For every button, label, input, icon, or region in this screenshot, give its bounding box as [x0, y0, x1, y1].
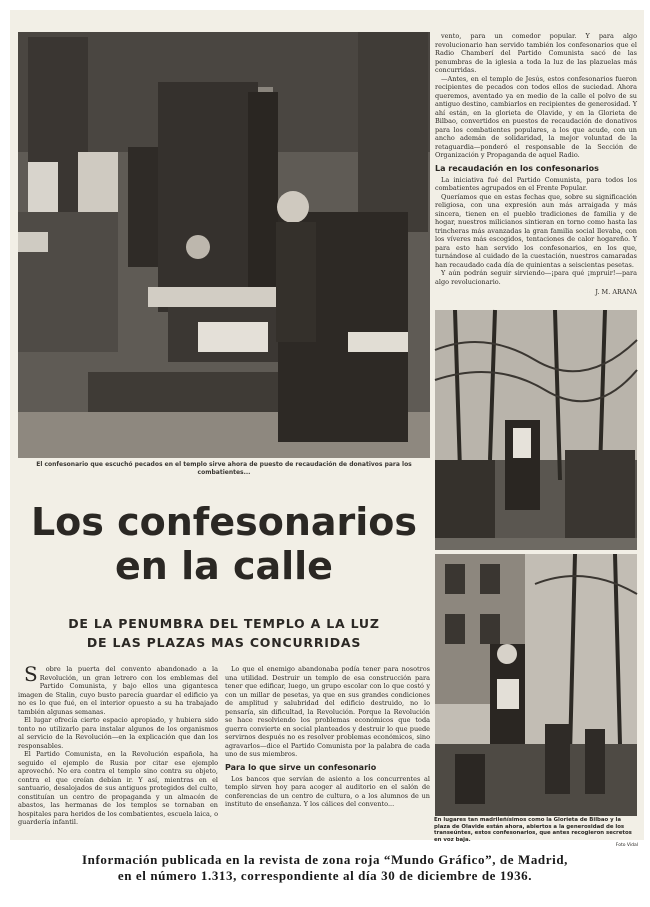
- column2-subtitle: Para lo que sirve un confesonario: [225, 762, 377, 772]
- article-column-2: [225, 665, 430, 825]
- headline-line-2: en la calle: [115, 544, 333, 588]
- column3-paragraph: —Antes, en el templo de Jesús, estos confesonarios fueron recipientes de pecados con todos ellos de suciedad. Ahora queremos, aventado ya en medio de la calle el polvo de su antiguo destino, cambiarlos en recipientes de generosidad. Y ahí están, en la glorieta de Olavide, y en la Glorieta de Bilbao, convertidos en puestos de recaudación de donativos para los combatientes populares, a los que acude, con un ancho ademán de solidaridad, la mejor voluntad de la retaguardia—ponderó el responsable de la Sección de Organización y Propaganda de aquel Radio.: [435, 74, 637, 159]
- subheadline: [18, 614, 430, 652]
- author-signature: J. M. ARANA: [595, 288, 637, 296]
- drop-cap: S: [24, 662, 38, 686]
- article-column-1: [18, 662, 218, 826]
- headline: [18, 500, 430, 588]
- footer-caption: [0, 852, 650, 883]
- column2-paragraph: Los bancos que servían de asiento a los concurrentes al templo sirven hoy para acoger al auditorio en el salón de conferencias de un centro de cultura, o a los alumnos de un instituto de enseñanza. Y los cálices del convento...: [225, 774, 430, 808]
- column2-paragraph: Lo que el enemigo abandonaba podía tener para nosotros una utilidad. Destruir un templo de esa construcción para tener que edificar, luego, un grupo escolar con lo que costó y con un millar de pesetas, ya que en sus grandes condiciones de amplitud y salubridad del edificio destruido, no lo pensaría, sin dificultad, la Revolución. Porque la Revolución se hace resolviendo los problemas económicos que toda guerra convierte en social planteados y destruir lo que puede servirnos después no es resolver problemas económicos, sino agravarlos—dice el Partido Comunista por la palabra de cada uno de sus miembros.: [225, 665, 430, 758]
- subheadline-line-1: DE LA PENUMBRA DEL TEMPLO A LA LUZ: [68, 616, 380, 631]
- right-photos-caption: [434, 817, 638, 850]
- column3-paragraph: Queríamos que en estas fechas que, sobre su significación religiosa, con una expresión aun más arraigada y más sincera, tienen en el pueblo tradiciones de familia y de hogar, nuestros milicianos sintieran en torno como hasta las trincheras más avanzadas la gran familia social llevaba, con los víveres más escogidos, tentaciones de calor hogareño. Y para esto han servido los confesonarios, en los que, turnándose al cuidado de la cuestación, nuestros camaradas han recaudado cada día de quinientas a seiscientas pesetas.: [435, 192, 637, 269]
- magazine-page: [10, 10, 644, 849]
- subheadline-line-2: DE LAS PLAZAS MAS CONCURRIDAS: [86, 635, 362, 650]
- footer-line-2: en el número 1.313, correspondiente al día 30 de diciembre de 1936.: [117, 867, 533, 883]
- main-photo-confessional: [18, 32, 430, 458]
- headline-line-1: Los confesonarios: [30, 500, 418, 544]
- photo-credit: Foto Vidal: [615, 843, 638, 849]
- column1-paragraph: El Partido Comunista, en la Revolución española, ha seguido el ejemplo de Rusia por citar ese ejemplo aprovechó. No era contra el templo sino contra su objeto, contra el que creían debían ir. Y así, mientras en el santuario, desalojados de sus antiguos protegidos del culto, constituían un centro de propaganda y un almacén de abastos, las hermanas de los templos se tornaban en hospitales para heridos de los combatientes, escuela laica, o guardería infantil.: [18, 750, 218, 826]
- main-photo-caption: El confesonario que escuchó pecados en el templo sirve ahora de puesto de recaudación de donativos para los combatientes...: [36, 461, 412, 476]
- column1-paragraph: S obre la puerta del convento abandonado a la Revolución, un gran letrero con los emblemas del Partido Comunista, y bajo ellos una gigantesca imagen de Stalin, cuyo busto parecía guardar el edificio ya no es lo que fué, en el interior opuesto a su ha trabajado también algunas semanas.: [18, 662, 218, 716]
- column3-paragraph: La iniciativa fué del Partido Comunista, para todos los combatientes agrupados en el Frente Popular.: [435, 175, 637, 192]
- footer-line-1: Información publicada en la revista de zona roja “Mundo Gráfico”, de Madrid,: [81, 852, 569, 867]
- column3-paragraph: Y aún podrán seguir sirviendo—¡para qué ¡mpruir!—para algo revolucionario.: [435, 269, 637, 286]
- article-column-3: [435, 32, 637, 307]
- column3-paragraph: vento, para un comedor popular. Y para algo revolucionario han servido también los confesonarios que el Radio Chamberí del Partido Comunista sacó de las penumbras de la iglesia a toda la luz de las plazuelas más concurridas.: [435, 32, 637, 74]
- column3-subtitle: La recaudación en los confesonarios: [435, 163, 599, 173]
- photo-plaza-olavide: [435, 554, 637, 816]
- right-caption-text: En lugares tan madrileñísimos como la Glorieta de Bilbao y la plaza de Olavide están ahora, abiertos a la generosidad de los transeúntes, estos confesonarios, que antes recogieron secretos en voz baja.: [434, 817, 632, 843]
- photo-glorieta-bilbao: [435, 310, 637, 550]
- column1-paragraph: El lugar ofrecía cierto espacio apropiado, y hubiera sido tonto no utilizarlo para instalar algunos de los organismos al servicio de la Revolución—en la explicación que dan los responsables.: [18, 716, 218, 750]
